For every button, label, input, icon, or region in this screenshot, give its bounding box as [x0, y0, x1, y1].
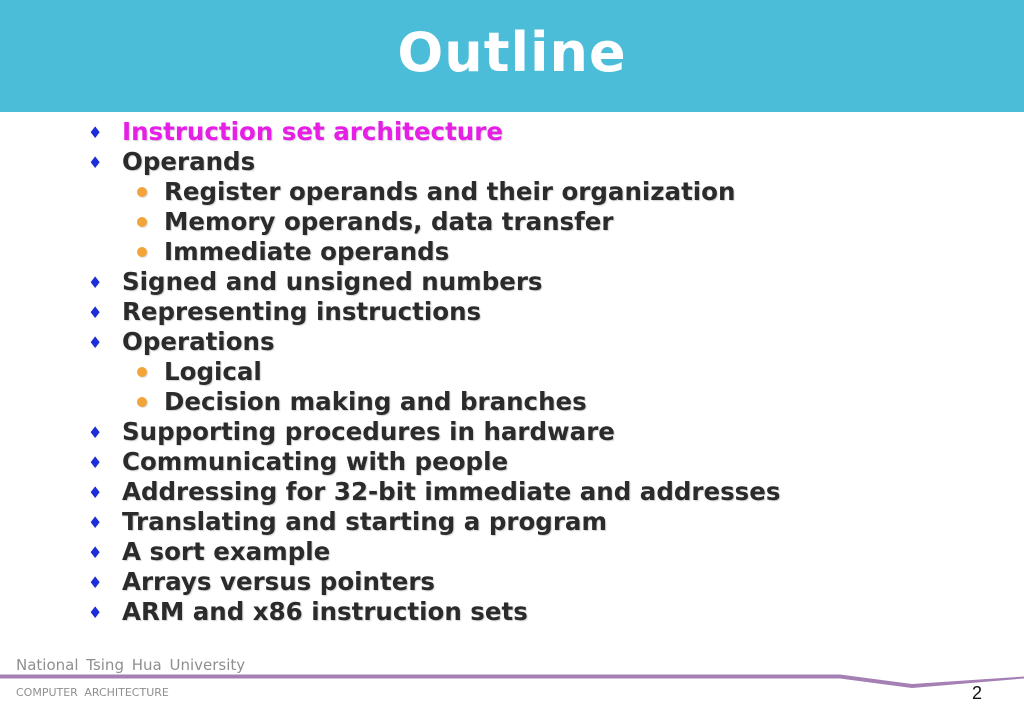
outline-item	[0, 147, 1024, 177]
outline-item	[0, 507, 1024, 537]
diamond-bullet-icon: ♦	[88, 483, 103, 502]
outline-item	[0, 597, 1024, 627]
diamond-bullet-icon: ♦	[88, 153, 103, 172]
diamond-bullet-icon: ♦	[88, 453, 103, 472]
slide-title: Outline	[397, 21, 627, 84]
outline-item-text: Arrays versus pointers	[122, 567, 435, 596]
outline-item-text: Operations	[122, 327, 275, 356]
round-bullet-icon	[137, 217, 147, 227]
outline-item	[0, 327, 1024, 357]
outline-item-text: Signed and unsigned numbers	[122, 267, 543, 296]
outline-item	[0, 447, 1024, 477]
outline-subitem	[0, 237, 1024, 267]
diamond-bullet-icon: ♦	[88, 513, 103, 532]
footer-course: COMPUTER ARCHITECTURE	[16, 686, 169, 699]
outline-item	[0, 477, 1024, 507]
round-bullet-icon	[137, 187, 147, 197]
outline-item	[0, 567, 1024, 597]
diamond-bullet-icon: ♦	[88, 573, 103, 592]
diamond-bullet-icon: ♦	[88, 273, 103, 292]
diamond-bullet-icon: ♦	[88, 603, 103, 622]
outline-subitem-text: Decision making and branches	[164, 387, 587, 416]
outline-subitem-text: Immediate operands	[164, 237, 450, 266]
outline-item-text: Operands	[122, 147, 256, 176]
round-bullet-icon	[137, 367, 147, 377]
outline-item-text: A sort example	[122, 537, 331, 566]
outline-item	[0, 297, 1024, 327]
round-bullet-icon	[137, 397, 147, 407]
outline-item-text: Supporting procedures in hardware	[122, 417, 615, 446]
outline-item	[0, 417, 1024, 447]
outline-subitem	[0, 357, 1024, 387]
outline-subitem-text: Logical	[164, 357, 262, 386]
outline-list	[0, 117, 1024, 627]
diamond-bullet-icon: ♦	[88, 543, 103, 562]
page-number: 2	[972, 683, 983, 703]
diamond-bullet-icon: ♦	[88, 423, 103, 442]
outline-item-text: Representing instructions	[122, 297, 482, 326]
outline-item	[0, 117, 1024, 147]
outline-item	[0, 267, 1024, 297]
outline-subitem	[0, 207, 1024, 237]
outline-item-text: Communicating with people	[122, 447, 509, 476]
footer-university: National Tsing Hua University	[16, 656, 246, 674]
outline-subitem-text: Memory operands, data transfer	[164, 207, 614, 236]
outline-item-text: ARM and x86 instruction sets	[122, 597, 528, 626]
outline-subitem-text: Register operands and their organization	[164, 177, 736, 206]
outline-item	[0, 537, 1024, 567]
outline-subitem	[0, 387, 1024, 417]
diamond-bullet-icon: ♦	[88, 333, 103, 352]
round-bullet-icon	[137, 247, 147, 257]
outline-subitem	[0, 177, 1024, 207]
diamond-bullet-icon: ♦	[88, 123, 103, 142]
outline-item-text: Addressing for 32-bit immediate and addresses	[122, 477, 781, 506]
outline-item-text: Translating and starting a program	[122, 507, 607, 536]
outline-item-text: Instruction set architecture	[122, 117, 503, 146]
diamond-bullet-icon: ♦	[88, 303, 103, 322]
